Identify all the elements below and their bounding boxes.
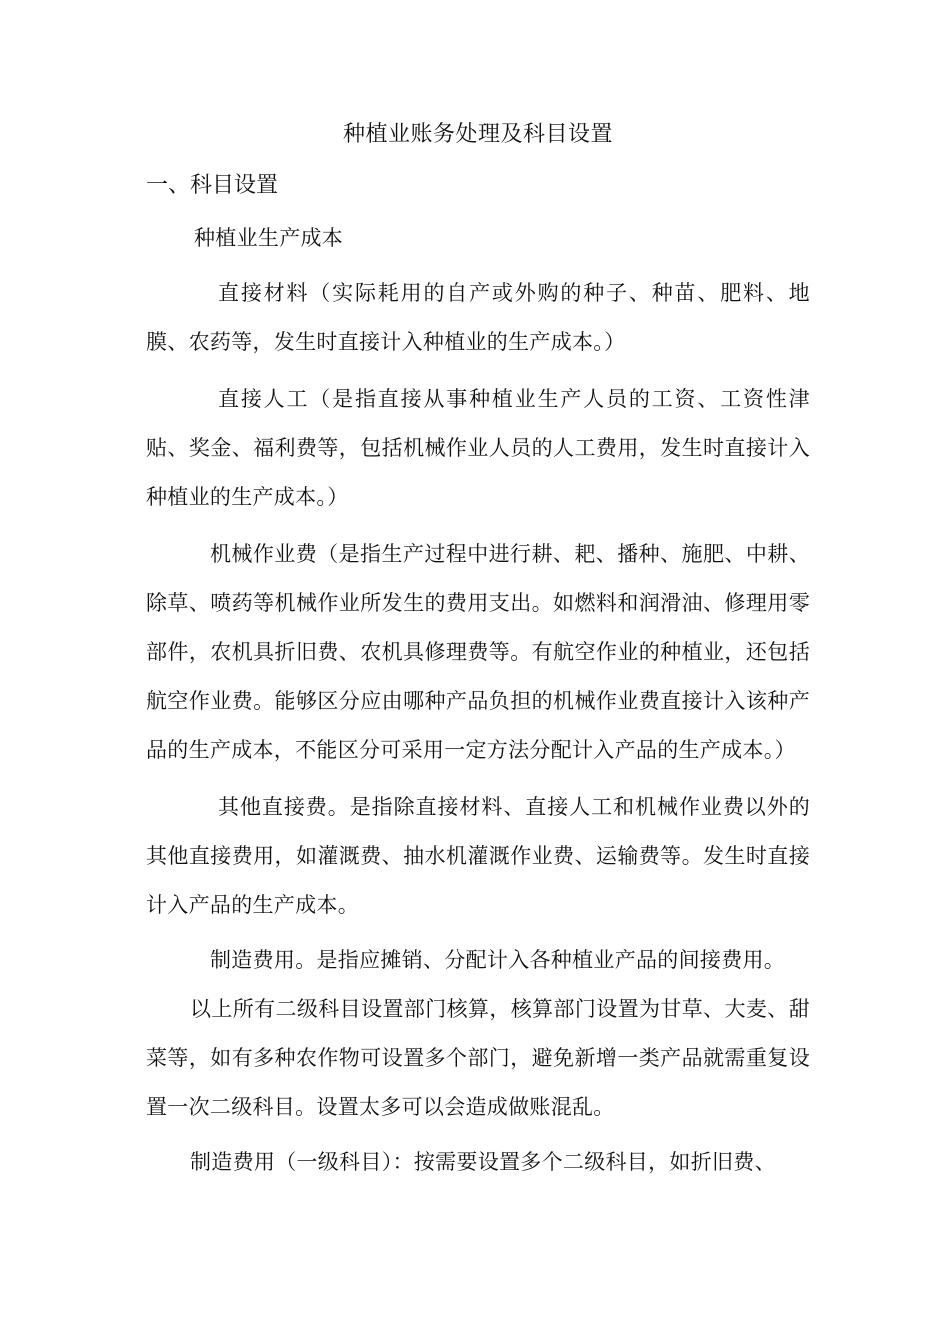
paragraph-machinery-cost: 机械作业费（是指生产过程中进行耕、耙、播种、施肥、中耕、除草、喷药等机械作业所发生的费用支出。如燃料和润滑油、修理用零部件，农机具折旧费、农机具修理费等。有航空作业的种植业，还包括航空作业费。能够区分应由哪种产品负担的机械作业费直接计入该种产品的生产成本，不能区分可采用一定方法分配计入产品的生产成本。）: [146, 542, 810, 762]
subheading: 种植业生产成本: [194, 226, 344, 250]
paragraph-manufacturing-overhead: 制造费用。是指应摊销、分配计入各种植业产品的间接费用。: [210, 948, 786, 972]
paragraph-direct-material: 直接材料（实际耗用的自产或外购的种子、种苗、肥料、地膜、农药等，发生时直接计入种植业的生产成本。）: [146, 281, 810, 354]
section-heading: 一、科目设置: [146, 173, 279, 198]
document-body: [146, 118, 810, 1187]
document-title: 种植业账务处理及科目设置: [342, 122, 613, 147]
paragraph-other-direct-cost: 其他直接费。是指除直接材料、直接人工和机械作业费以外的其他直接费用，如灌溉费、抽水机灌溉作业费、运输费等。发生时直接计入产品的生产成本。: [146, 795, 810, 917]
paragraph-overhead-first-level: 制造费用（一级科目）：按需要设置多个二级科目，如折旧费、: [190, 1150, 776, 1174]
paragraph-department-accounting: 以上所有二级科目设置部门核算，核算部门设置为甘草、大麦、甜菜等，如有多种农作物可设置多个部门，避免新增一类产品就需重复设置一次二级科目。设置太多可以会造成做账混乱。: [146, 997, 810, 1119]
paragraph-direct-labor: 直接人工（是指直接从事种植业生产人员的工资、工资性津贴、奖金、福利费等，包括机械作业人员的人工费用，发生时直接计入种植业的生产成本。）: [146, 387, 810, 509]
